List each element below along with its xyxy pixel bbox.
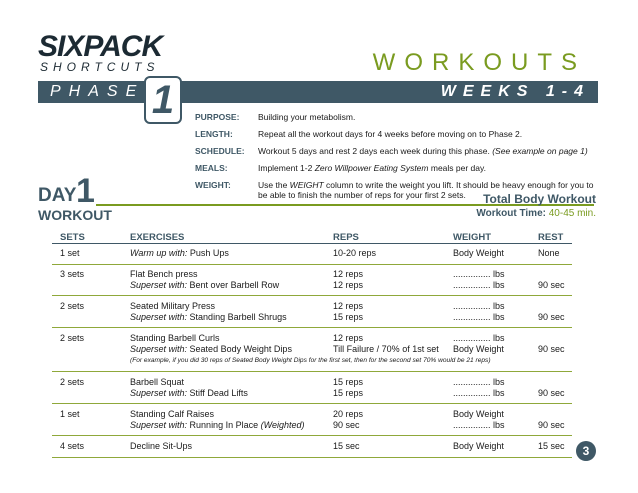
row3-reps1: 12 reps	[333, 301, 364, 311]
row4-rest: 90 sec	[538, 344, 565, 354]
row1-exercise	[130, 248, 229, 259]
logo-shortcuts: SHORTCUTS	[40, 60, 160, 74]
row1-rest: None	[538, 248, 560, 258]
row1-weight: Body Weight	[453, 248, 504, 258]
superset-prefix: Superset with:	[130, 280, 188, 290]
header-exercises: EXERCISES	[130, 232, 185, 243]
row6-ex2-tail: (Weighted)	[260, 420, 305, 430]
superset-prefix: Superset with:	[130, 344, 188, 354]
row5-weight2: ............... lbs	[453, 388, 505, 398]
phase-number-badge: 1	[144, 76, 182, 124]
row2-ex2	[130, 280, 279, 291]
row4-weight2: Body Weight	[453, 344, 504, 354]
row4-note: (For example, if you did 30 reps of Seated Body Weight Dips for the first set, then for the second set 70% would be 21 reps)	[130, 357, 491, 364]
row5-reps2: 15 reps	[333, 388, 364, 398]
page-number: 3	[576, 441, 596, 461]
row1-sets: 1 set	[60, 248, 80, 258]
row3-ex2-name: Standing Barbell Shrugs	[189, 312, 287, 322]
meals-system: Zero Willpower Eating System	[314, 163, 429, 173]
warmup-prefix: Warm up with:	[130, 248, 188, 258]
row3-weight1: ............... lbs	[453, 301, 505, 311]
day-word: DAY	[38, 185, 77, 206]
row-divider	[52, 457, 572, 458]
row4-sets: 2 sets	[60, 333, 85, 343]
row1-reps: 10-20 reps	[333, 248, 377, 258]
header-rest: REST	[538, 232, 564, 243]
workout-type: Total Body Workout	[483, 192, 596, 206]
phase-label: PHASE	[50, 83, 145, 100]
info-value-purpose: Building your metabolism.	[258, 112, 356, 122]
row5-weight1: ............... lbs	[453, 377, 505, 387]
row5-rest: 90 sec	[538, 388, 565, 398]
info-key-weight: WEIGHT:	[195, 180, 231, 190]
row3-weight2: ............... lbs	[453, 312, 505, 322]
row3-ex1: Seated Military Press	[130, 301, 216, 311]
schedule-text: Workout 5 days and rest 2 days each week during this phase.	[258, 146, 490, 156]
row2-reps2: 12 reps	[333, 280, 364, 290]
info-value-schedule	[258, 146, 598, 156]
info-key-purpose: PURPOSE:	[195, 112, 240, 122]
row2-rest: 90 sec	[538, 280, 565, 290]
header-sets: SETS	[60, 232, 85, 243]
row2-sets: 3 sets	[60, 269, 85, 279]
row4-ex2-name: Seated Body Weight Dips	[189, 344, 292, 354]
row3-rest: 90 sec	[538, 312, 565, 322]
row7-weight1: Body Weight	[453, 441, 504, 451]
row6-reps2: 90 sec	[333, 420, 360, 430]
header-weight: WEIGHT	[453, 232, 491, 243]
workout-time-value: 40-45 min.	[548, 208, 596, 219]
superset-prefix: Superset with:	[130, 312, 188, 322]
row-divider	[52, 295, 572, 296]
row3-ex2	[130, 312, 287, 323]
row2-ex2-name: Bent over Barbell Row	[189, 280, 280, 290]
row6-weight2: ............... lbs	[453, 420, 505, 430]
page-title: WORKOUTS	[372, 49, 586, 76]
row5-sets: 2 sets	[60, 377, 85, 387]
row2-weight1: ............... lbs	[453, 269, 505, 279]
row6-sets: 1 set	[60, 409, 80, 419]
schedule-note: (See example on page 1)	[492, 146, 588, 156]
row-divider	[52, 327, 572, 328]
row5-ex2-name: Stiff Dead Lifts	[189, 388, 248, 398]
superset-prefix: Superset with:	[130, 420, 188, 430]
row6-weight1: Body Weight	[453, 409, 504, 419]
row6-ex1: Standing Calf Raises	[130, 409, 215, 419]
row2-reps1: 12 reps	[333, 269, 364, 279]
header-reps: REPS	[333, 232, 359, 243]
meals-text: Implement 1-2	[258, 163, 313, 173]
day-number: 1	[76, 172, 95, 210]
logo-sixpack: SIXPACK	[38, 30, 163, 63]
row6-reps1: 20 reps	[333, 409, 364, 419]
row7-reps1: 15 sec	[333, 441, 360, 451]
row6-ex2-name: Running In Place	[189, 420, 259, 430]
row5-reps1: 15 reps	[333, 377, 364, 387]
row4-reps2: Till Failure / 70% of 1st set	[333, 344, 439, 354]
row2-weight2: ............... lbs	[453, 280, 505, 290]
row-divider	[52, 264, 572, 265]
weight-text: Use the	[258, 180, 288, 190]
row4-ex1: Standing Barbell Curls	[130, 333, 220, 343]
row3-reps2: 15 reps	[333, 312, 364, 322]
row7-ex1: Decline Sit-Ups	[130, 441, 193, 451]
info-value-meals	[258, 163, 598, 173]
row7-rest: 15 sec	[538, 441, 565, 451]
header-rule	[52, 243, 572, 244]
superset-prefix: Superset with:	[130, 388, 188, 398]
info-key-schedule: SCHEDULE:	[195, 146, 245, 156]
info-key-meals: MEALS:	[195, 163, 228, 173]
row4-weight1: ............... lbs	[453, 333, 505, 343]
row7-sets: 4 sets	[60, 441, 85, 451]
row6-rest: 90 sec	[538, 420, 565, 430]
meals-tail: meals per day.	[430, 163, 486, 173]
row5-ex1: Barbell Squat	[130, 377, 185, 387]
row6-ex2	[130, 420, 304, 431]
row4-ex2	[130, 344, 292, 355]
weeks-label: WEEKS 1-4	[440, 83, 590, 100]
row3-sets: 2 sets	[60, 301, 85, 311]
row1-ex1: Push Ups	[189, 248, 229, 258]
weight-tail: column to write the weight you lift. It should be heavy enough for you to be able to finish the number of reps for your first 2 sets.	[258, 180, 594, 200]
info-key-length: LENGTH:	[195, 129, 233, 139]
row-divider	[52, 435, 572, 436]
row-divider	[52, 403, 572, 404]
row-divider	[52, 371, 572, 372]
row2-ex1: Flat Bench press	[130, 269, 198, 279]
row4-reps1: 12 reps	[333, 333, 364, 343]
workout-time-label: Workout Time:	[476, 208, 546, 219]
row5-ex2	[130, 388, 248, 399]
weight-column: WEIGHT	[289, 180, 324, 190]
workout-word: WORKOUT	[38, 207, 112, 223]
info-value-length: Repeat all the workout days for 4 weeks before moving on to Phase 2.	[258, 129, 523, 139]
workout-time	[476, 208, 596, 220]
